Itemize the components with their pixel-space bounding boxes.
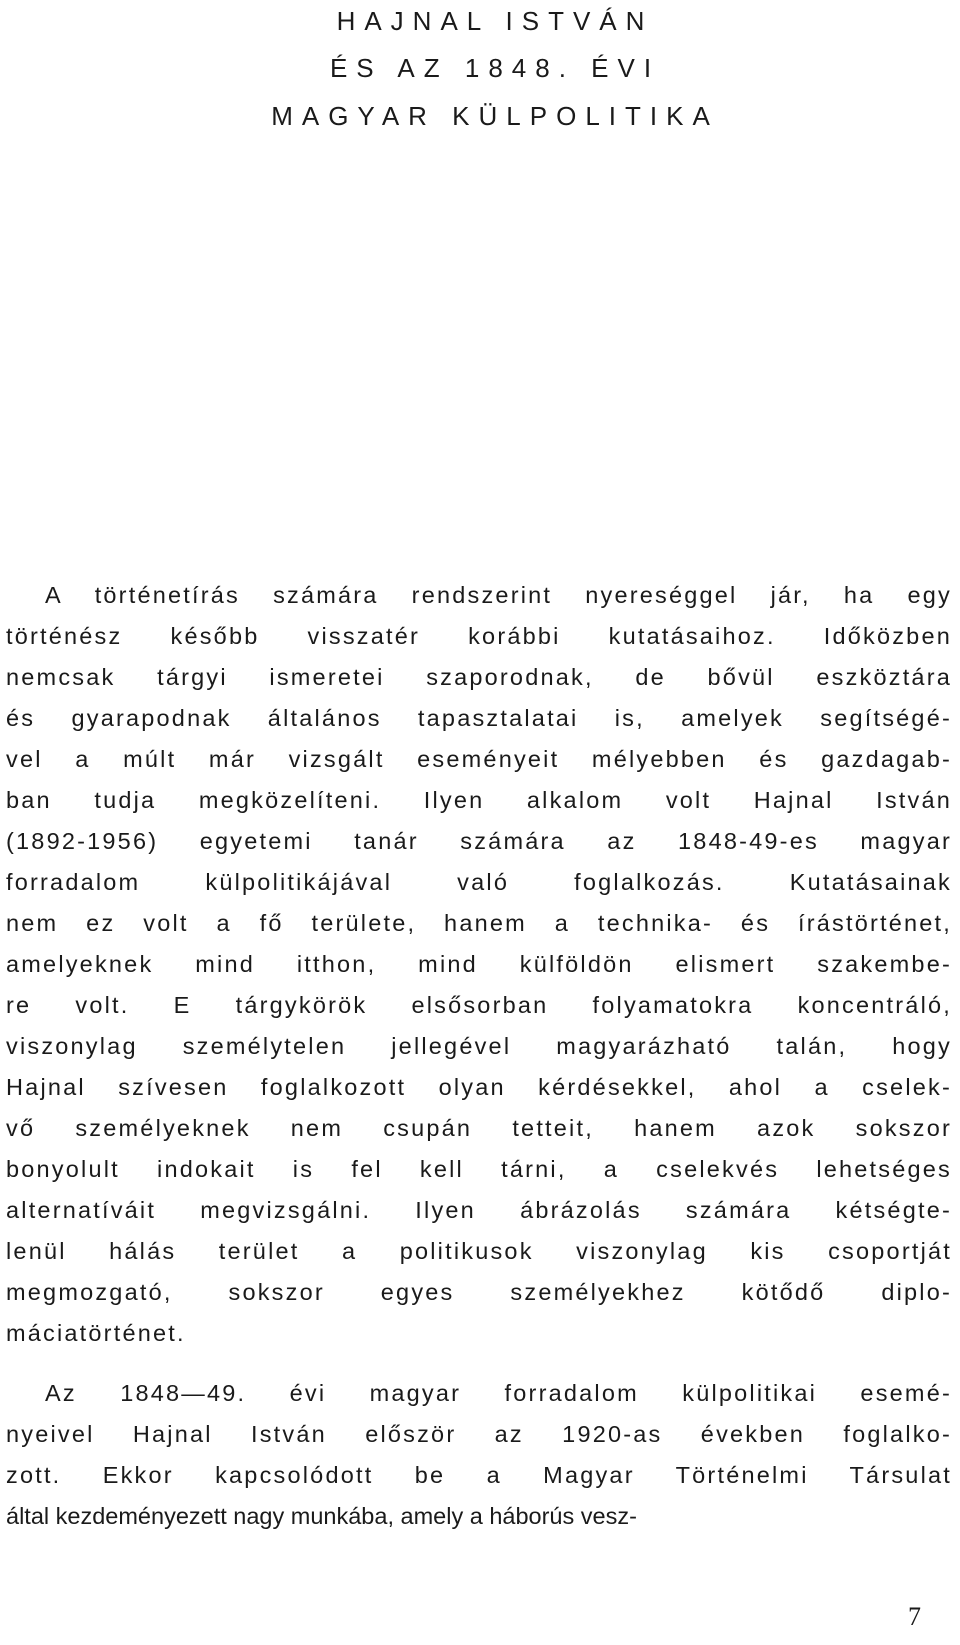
text-line: megmozgató, sokszor egyes személyekhez kötődő diplo- <box>6 1279 952 1305</box>
title-line-2: ÉS AZ 1848. ÉVI <box>329 53 661 83</box>
text-line: alternatíváit megvizsgálni. Ilyen ábrázolás számára kétségte- <box>6 1197 952 1223</box>
text-line: viszonylag személytelen jellegével magyarázható talán, hogy <box>6 1033 952 1059</box>
text-line: Az 1848—49. évi magyar forradalom külpolitikai esemé- <box>45 1380 952 1406</box>
text-line: máciatörténet. <box>6 1320 186 1346</box>
page-number: 7 <box>908 1602 921 1631</box>
text-line: ban tudja megközelíteni. Ilyen alkalom volt Hajnal István <box>6 787 952 813</box>
title-line-3: MAGYAR KÜLPOLITIKA <box>271 101 719 131</box>
text-line: nyeivel Hajnal István először az 1920-as években foglalko- <box>6 1421 952 1447</box>
text-line: történész később visszatér korábbi kutatásaihoz. Időközben <box>6 623 952 649</box>
text-line: lenül hálás terület a politikusok viszonylag kis csoportját <box>6 1238 952 1264</box>
text-line: Hajnal szívesen foglalkozott olyan kérdésekkel, ahol a cselek- <box>6 1074 952 1100</box>
text-line: vel a múlt már vizsgált eseményeit mélyebben és gazdagab- <box>6 746 952 772</box>
text-line: által kezdeményezett nagy munkába, amely a háborús vesz- <box>6 1503 637 1529</box>
text-line: forradalom külpolitikájával való foglalkozás. Kutatásainak <box>6 869 952 895</box>
text-line: amelyeknek mind itthon, mind külföldön elismert szakembe- <box>6 951 952 977</box>
text-line: (1892-1956) egyetemi tanár számára az 1848-49-es magyar <box>6 828 952 854</box>
text-line: és gyarapodnak általános tapasztalatai is, amelyek segítségé- <box>6 705 952 731</box>
text-line: nemcsak tárgyi ismeretei szaporodnak, de bővül eszköztára <box>6 664 952 690</box>
text-line: bonyolult indokait is fel kell tárni, a cselekvés lehetséges <box>6 1156 952 1182</box>
text-line: zott. Ekkor kapcsolódott be a Magyar Történelmi Társulat <box>6 1462 952 1488</box>
title-line-1: HAJNAL ISTVÁN <box>336 6 654 36</box>
text-line: A történetírás számára rendszerint nyereséggel jár, ha egy <box>45 582 952 608</box>
text-line: re volt. E tárgykörök elsősorban folyamatokra koncentráló, <box>6 992 952 1018</box>
text-line: vő személyeknek nem csupán tetteit, hanem azok sokszor <box>6 1115 952 1141</box>
text-line: nem ez volt a fő területe, hanem a technika- és írástörténet, <box>6 910 952 936</box>
